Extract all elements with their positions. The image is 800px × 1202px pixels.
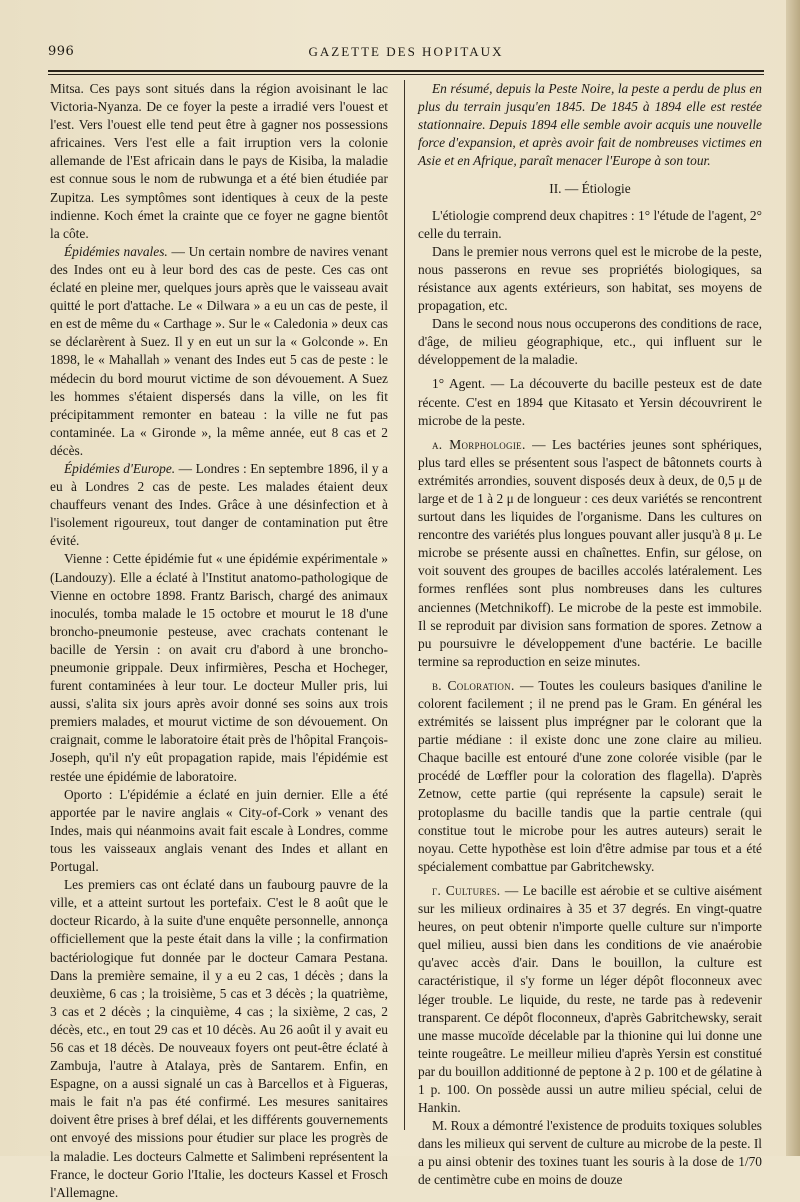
paragraph-coloration-text: — Toutes les couleurs basiques d'aniline le colorent facilement ; il ne prend pas le Gram. En général les extrémités se laissent plus imprégner par le colorant que la partie médiane : il existe donc une zone claire au milieu. Chaque bacille est entouré d'une zone colorée visible (par le procédé de Lœffler pour la coloration des flagella). D'après Zetnow, cette partie (qui représente la capsule) serait le protoplasme du bacille tandis que la partie centrale (qui constitue tout le microbe pour les autres auteurs) serait le noyau. Cette hypothèse est loin d'être admise par tous et a été spécialement combattue par Gabritchewsky. — [418, 677, 762, 874]
paragraph-agent: 1° Agent. — La découverte du bacille pesteux est de date récente. C'est en 1894 que Kitasato et Yersin découvrirent le microbe de la peste. — [418, 376, 762, 428]
paragraph-vienna: Vienne : Cette épidémie fut « une épidémie expérimentale » (Landouzy). Elle a éclaté à l'Institut anatomo-pathologique de Vienne en octobre 1898. Frantz Barisch, chargé des animaux inoculés, tomba malade le 15 octobre et mourut le 18 d'une broncho-pneumonie pesteuse, avec crachats contenant le bacille de Yersin : on avait cru d'abord à une broncho-pneumonie grippale. Deux infirmières, Pescha et Hocheger, furent contaminées à leur tour. Le docteur Muller pris, lui aussi, s'alita six jours après avoir donné ses soins aux trois premiers malades, et mourut victime de son dévouement. On craignait, comme le laboratoire était près de l'hôpital François-Joseph, qu'il n'y eût propagation rapide, mais l'épidémie est restée une épidémie de laboratoire. — [50, 551, 388, 784]
paragraph-cultures-text: — Le bacille est aérobie et se cultive aisément sur les milieux ordinaires à 35 et 37 degrés. En vingt-quatre heures, on peut obtenir n'importe quelle culture sur n'importe quel milieu, aussi bien dans les conditions de vie anaérobie qu'avec accès d'air. Dans le bouillon, la culture est caractéristique, il s'y forme un léger dépôt floconneux avec léger trouble. Le liquide, du reste, ne tarde pas à redevenir transparent. Ce dépôt floconneux, d'après Gabritchewsky, serait une masse mucoïde décelable par la thionine qui lui donne une teinte rougeâtre. Le meilleur milieu d'après Yersin est constitué par du bouillon additionné de peptone à 2 p. 100 et de gélatine à 1 p. 100. On possède aussi un autre milieu spécial, celui de Hankin. — [418, 882, 762, 1116]
page-edge-shadow — [786, 0, 800, 1156]
paragraph-cultures — [418, 882, 762, 1117]
paragraph-naval-text: — Un certain nombre de navires venant des Indes ont eu à leur bord des cas de peste. Ces cas ont éclaté en pleine mer, quelques jours après que le vaisseau avait quitté le port d'attache. Le « Dilwara » a eu un cas de peste, il en est de même du « Carthage ». Sur le « Caledonia » deux cas se déclarèrent à Suez. Il y en eut un sur la « Golconde ». En 1898, le « Mahallah » venant des Indes eut 5 cas de peste : le médecin du bord mourut victime de son dévouement. A Suez les hommes s'étaient dispersés dans la ville, on les fit précipitamment remonter en bateau : la ville ne fut pas contaminée. La « Gironde », la même année, eut 8 cas et 2 décès. — [50, 243, 388, 458]
subheading-europe: Épidémies d'Europe. — [64, 460, 176, 476]
summary-paragraph: En résumé, depuis la Peste Noire, la peste a perdu de plus en plus du terrain jusqu'en 1845. De 1845 à 1894 elle est restée stationnaire. Depuis 1894 elle semble avoir acquis une nouvelle force d'expansion, et après avoir fait de nombreuses victimes en Asie et en Afrique, paraît menacer l'Europe à son tour. — [418, 81, 762, 169]
section-heading-etiologie: II. — Étiologie — [549, 181, 631, 197]
paragraph-morphology-text: — Les bactéries jeunes sont sphériques, plus tard elles se présentent sous l'aspect de bâtonnets courts à extrémités arrondies, souvent disposés deux à deux, de 0,5 μ de large et de 1 à 2 μ de longueur : ces deux variétés se rencontrent surtout dans les liquides de l'organisme. Dans les cultures on rencontre des variétés plus longues pouvant aller jusqu'à 8 μ. Le microbe se présente aussi en chaînettes. Enfin, sur gélose, on voit souvent des groupes de bacilles accolés latéralement. Les formes renflées sont plus nombreuses dans les cultures anciennes (Metchnikoff). Le microbe de la peste est immobile. Il se reproduit par division sans formation de spores. Zetnow a pu poursuivre le développement d'une bactérie. Le bacille termine sa reproduction en seize minutes. — [418, 436, 762, 669]
subheading-cultures: γ. Cultures. — [432, 882, 501, 898]
journal-title: GAZETTE DES HOPITAUX — [308, 44, 504, 59]
paragraph-europe-epidemics — [50, 460, 388, 550]
page-header — [48, 44, 764, 64]
paragraph-roux: M. Roux a démontré l'existence de produits toxiques solubles dans les milieux qui servent de culture au microbe de la peste. Il a pu ainsi obtenir des toxines tuant les souris à la dose de 1/70 de centimètre cube en moins de douze — [418, 1118, 762, 1188]
paragraph-terrain-overview: Dans le second nous nous occuperons des conditions de race, d'âge, de milieu géographique, etc., qui influent sur le développement de la maladie. — [418, 316, 762, 368]
paragraph-africa: Mitsa. Ces pays sont situés dans la région avoisinant le lac Victoria-Nyanza. De ce foyer la peste a irradié vers l'ouest et l'est. Vers l'ouest elle tend peut être à gagner nos possessions africaines. Vers l'est elle a fait irruption vers la colonie allemande de l'Est africain dans le pays de Kisiba, la maladie est connue sous le nom de rubwunga et a été bien étudiée par Zupitza. Les symptômes sont identiques à ceux de la peste indienne. Koch émet la crainte que ce foyer ne gagne bientôt la côte. — [50, 81, 388, 241]
paragraph-europe-text: — Londres : En septembre 1896, il y a eu à Londres 2 cas de peste. Les malades étaient deux chauffeurs venant des Indes. Grâce à une désinfection et à l'isolement rigoureux, tout danger de contamination put être évité. — [50, 460, 388, 549]
subheading-coloration: β. Coloration. — [432, 677, 515, 693]
paragraph-naval-epidemics — [50, 243, 388, 460]
subheading-naval: Épidémies navales. — [64, 243, 168, 259]
header-rule-thin — [48, 74, 764, 75]
page-number: 996 — [48, 44, 75, 59]
right-column — [418, 80, 762, 1190]
paragraph-agent-overview: Dans le premier nous verrons quel est le microbe de la peste, nous passerons en revue ses propriétés biologiques, sa résistance aux agents extérieurs, son habitat, ses moyens de propagation, etc. — [418, 243, 762, 314]
paragraph-oporto: Oporto : L'épidémie a éclaté en juin dernier. Elle a été apportée par le navire anglais « City-of-Cork » venant des Indes, mais qui néanmoins avait fait escale à Londres, comme tous les vaisseaux anglais venant des Indes et allant en Portugal. — [50, 786, 388, 875]
column-divider — [404, 80, 405, 1130]
paragraph-coloration — [418, 677, 762, 876]
paragraph-oporto-cases: Les premiers cas ont éclaté dans un faubourg pauvre de la ville, et a atteint surtout les portefaix. C'est le 8 août que le docteur Ricardo, à la suite d'une enquête personnelle, annonça officiellement que la peste était dans la ville ; la confirmation bactériologique fut donnée par le docteur Camara Pestana. Dans la première semaine, il y a eu 2 cas, 1 décès ; dans la deuxième, 6 cas ; la troisième, 5 cas et 3 décès ; la quatrième, 3 cas et 2 décès ; la cinquième, 4 cas ; la sixième, 2 cas, 2 décès, etc., en tout 29 cas et 10 décès. Au 26 août il y avait eu 56 cas et 18 décès. De nouveaux foyers ont peut-être éclaté à Zambuja, l'autre à Atalaya, près de Santarem. Enfin, en Espagne, on a aussi signalé un cas à Barcellos et à Figueras, mais le fait n'a pas été confirmé. Les mesures sanitaires doivent être prises à bref délai, et les différents gouvernements ont envoyé des missions pour étudier sur place les progrès de la maladie. Les docteurs Calmette et Salimbeni représentent la France, le docteur Gorio l'Italie, les docteurs Kassel et Frosch l'Allemagne. — [50, 877, 388, 1200]
left-column — [50, 80, 388, 1202]
paragraph-etiology-intro: L'étiologie comprend deux chapitres : 1° l'étude de l'agent, 2° celle du terrain. — [418, 207, 762, 241]
subheading-morphology: α. Morphologie. — [432, 436, 526, 452]
paragraph-morphology — [418, 436, 762, 671]
header-rule-thick — [48, 70, 764, 72]
